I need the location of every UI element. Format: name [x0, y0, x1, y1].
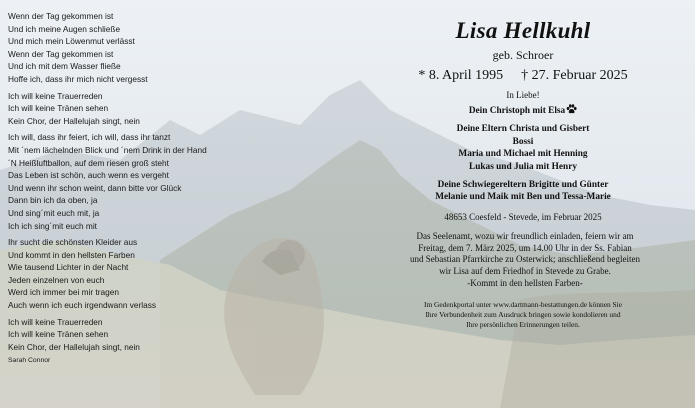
poem-line: Wenn der Tag gekommen ist: [8, 11, 114, 21]
family-line-text: Melanie und Maik mit Ben und Tessa-Marie: [435, 192, 611, 203]
birth-date: * 8. April 1995: [418, 68, 504, 83]
poem-line: Auch wenn ich euch irgendwann verlass: [8, 300, 157, 311]
family-line-text: Deine Eltern Christa und Gisbert: [456, 124, 590, 135]
family-line: [388, 123, 658, 135]
service-line: -Kommt in den hellsten Farben-: [467, 278, 583, 289]
poem-line: Ich will keine Trauerreden: [8, 316, 103, 327]
poem-line: Kein Chor, der Hallelujah singt, nein: [8, 115, 140, 126]
portal-line: Ihre persönlichen Erinnerungen teilen.: [466, 319, 580, 329]
poem-line: Mit ´nem lächelnden Blick und ´nem Drink in der Hand: [8, 144, 207, 155]
paw-icon: [566, 104, 577, 114]
poem-stanza: [8, 10, 278, 86]
service-line: und Sebastian Pfarrkirche zu Osterwick; anschließend begleiten: [410, 254, 640, 265]
deceased-name: Lisa Hellkuhl: [455, 18, 591, 43]
service-text: [384, 231, 666, 290]
family-line-text: Dein Christoph mit Elsa: [468, 106, 566, 116]
poem-line: Ich ich sing´mit euch mit: [8, 220, 97, 231]
poem-line: Wenn der Tag gekommen ist: [8, 48, 114, 59]
poem-line: Wie tausend Lichter in der Nacht: [8, 262, 129, 273]
poem-line: Ihr sucht die schönsten Kleider aus: [8, 237, 138, 248]
poem-line: Und sing´mit euch mit, ja: [8, 207, 100, 218]
poem-stanza: [8, 316, 278, 354]
family-line-text: Deine Schwiegereltern Brigitte und Günter: [437, 180, 609, 191]
poem-line: Ich will keine Trauerreden: [8, 90, 103, 101]
portal-text: [388, 300, 658, 330]
poem-line: Hoffe ich, dass ihr mich nicht vergesst: [8, 73, 148, 84]
poem-line: ´N Heißluftballon, auf dem riesen groß steht: [8, 157, 169, 168]
family-line: [388, 161, 658, 173]
poem-credit: Sarah Connor: [8, 357, 51, 365]
poem-line: Ich will keine Tränen sehen: [8, 103, 109, 114]
family-line: [388, 191, 658, 203]
family-line-text: Bossi: [512, 136, 534, 147]
portal-line: Im Gedenkportal unter www.dartmann-bestattungen.de können Sie: [424, 299, 622, 309]
poem-line: Ich will keine Tränen sehen: [8, 329, 109, 340]
poem-stanza: [8, 236, 278, 312]
poem-line: Und ich mit dem Wasser fließe: [8, 61, 121, 72]
notice-block: [388, 14, 658, 330]
service-line: Das Seelenamt, wozu wir freundlich einladen, feiern wir am: [416, 230, 634, 241]
portal-line: Ihre Verbundenheit zum Ausdruck bringen sowie kondolieren und: [425, 309, 621, 319]
life-dates: [388, 67, 658, 85]
poem-line: Kein Chor, der Hallelujah singt, nein: [8, 341, 140, 352]
poem-line: Und wenn ihr schon weint, dann bitte vor Glück: [8, 182, 182, 193]
poem-line: Und kommt in den hellsten Farben: [8, 249, 135, 260]
poem-line: Das Leben ist schön, auch wenn es vergeht: [8, 170, 169, 181]
maiden-name: geb. Schroer: [492, 48, 554, 62]
poem-stanza: [8, 90, 278, 128]
poem-line: Ich will, dass ihr feiert, ich will, dass ihr tanzt: [8, 132, 171, 143]
family-line: [388, 148, 658, 160]
poem-line: Werd ich immer bei mir tragen: [8, 287, 119, 298]
family-line-text: Lukas und Julia mit Henry: [469, 161, 577, 172]
poem: [8, 10, 278, 365]
in-love-line: In Liebe!: [506, 90, 540, 100]
poem-line: Jeden einzelnen von euch: [8, 274, 105, 285]
poem-line: Und ich meine Augen schließe: [8, 23, 121, 34]
death-date: † 27. Februar 2025: [521, 68, 628, 83]
family-line-text: Maria und Michael mit Henning: [458, 149, 588, 160]
poem-line: Und mich mein Löwenmut verlässt: [8, 36, 135, 47]
family-list: [388, 104, 658, 204]
place-date: 48653 Coesfeld - Stevede, im Februar 2025: [444, 211, 602, 222]
family-line: [388, 179, 658, 191]
family-line: [388, 136, 658, 148]
family-line: [388, 104, 658, 117]
service-line: Freitag, dem 7. März 2025, um 14.00 Uhr in der Ss. Fabian: [418, 242, 632, 253]
service-line: wir Lisa auf dem Friedhof in Stevede zu Grabe.: [439, 266, 611, 277]
poem-line: Dann bin ich da oben, ja: [8, 195, 98, 206]
poem-stanza: [8, 131, 278, 232]
